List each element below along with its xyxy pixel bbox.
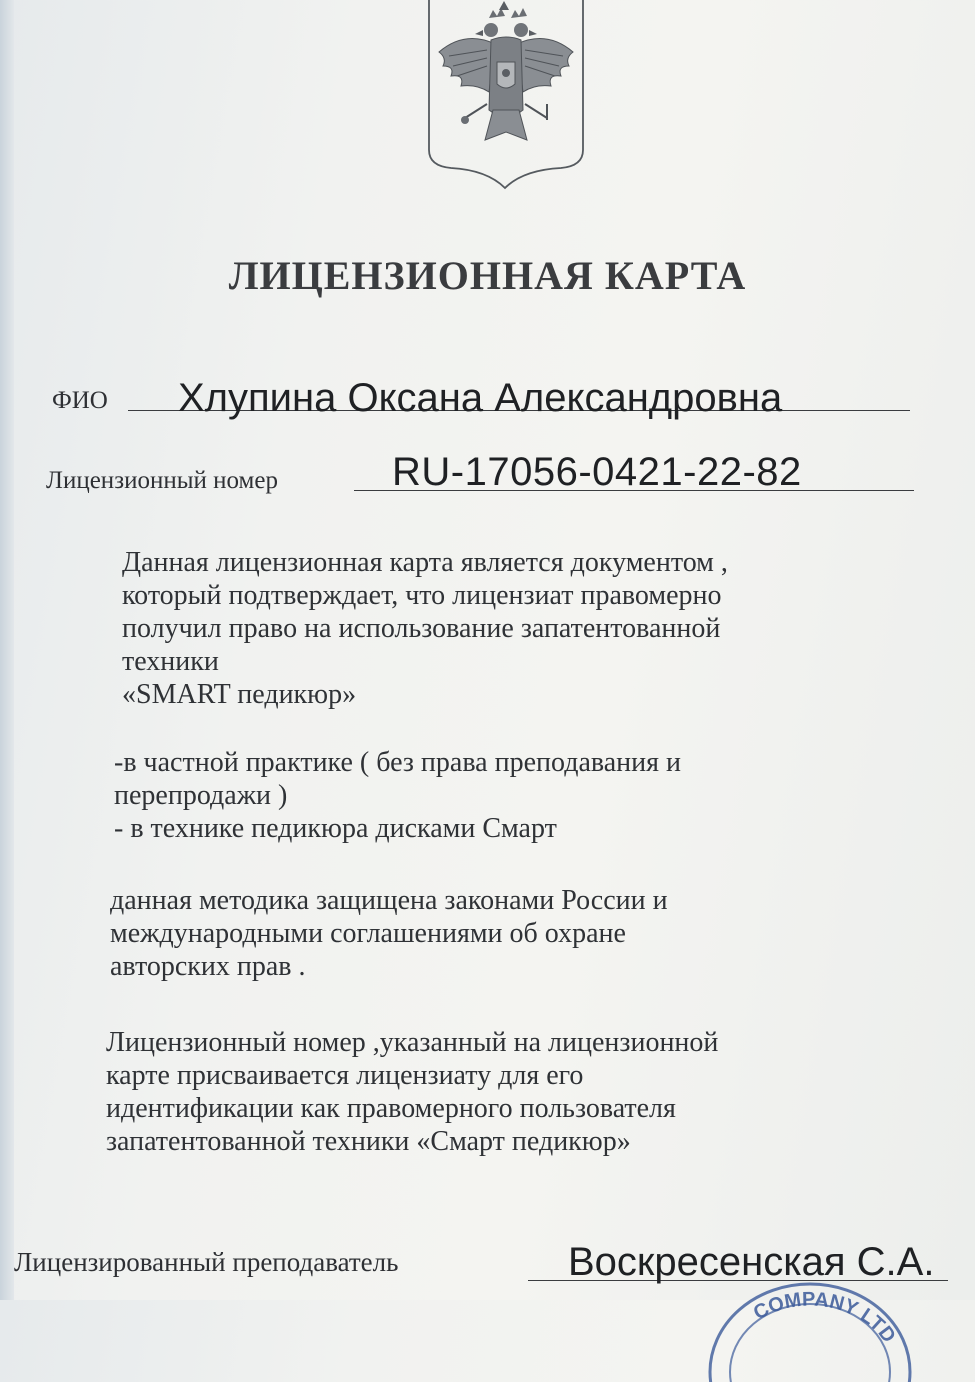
text-line: Данная лицензионная карта является документом , — [122, 547, 728, 578]
text-line: авторских прав . — [110, 951, 306, 982]
text-line: - в технике педикюра дисками Смарт — [114, 813, 557, 844]
teacher-value: Воскресенская С.А. — [568, 1240, 935, 1284]
text-line: который подтверждает, что лицензиат правомерно — [122, 580, 722, 611]
conditions-paragraph — [114, 746, 681, 845]
text-line: -в частной практике ( без права преподавания и — [114, 747, 681, 778]
document-title: ЛИЦЕНЗИОННАЯ КАРТА — [228, 253, 747, 298]
text-line: «SMART педикюр» — [122, 679, 357, 710]
license-number-label: Лицензионный номер — [46, 467, 278, 494]
svg-text:COMPANY LTD — [750, 1289, 900, 1348]
paper-edge-shadow — [0, 0, 14, 1300]
text-line: карте присваивается лицензиату для его — [106, 1060, 584, 1091]
number-note-paragraph — [106, 1026, 718, 1158]
text-line: техники — [122, 646, 219, 677]
text-line: международными соглашениями об охране — [110, 918, 626, 949]
text-line: идентификации как правомерного пользователя — [106, 1093, 676, 1124]
fio-value: Хлупина Оксана Александровна — [178, 376, 783, 420]
text-line: Лицензионный номер ,указанный на лицензионной — [106, 1027, 719, 1058]
text-line: получил право на использование запатентованной — [122, 613, 721, 644]
text-line: перепродажи ) — [114, 780, 288, 811]
fio-label: ФИО — [52, 387, 108, 414]
teacher-label: Лицензированный преподаватель — [14, 1247, 399, 1277]
double-headed-eagle-icon — [425, 0, 587, 190]
text-line: запатентованной техники «Смарт педикюр» — [106, 1126, 631, 1157]
text-line: данная методика защищена законами России и — [110, 885, 668, 916]
stamp-text: COMPANY LTD — [749, 1288, 900, 1348]
license-number-value: RU-17056-0421-22-82 — [392, 450, 802, 494]
protection-paragraph — [110, 884, 668, 983]
intro-paragraph — [122, 546, 728, 711]
